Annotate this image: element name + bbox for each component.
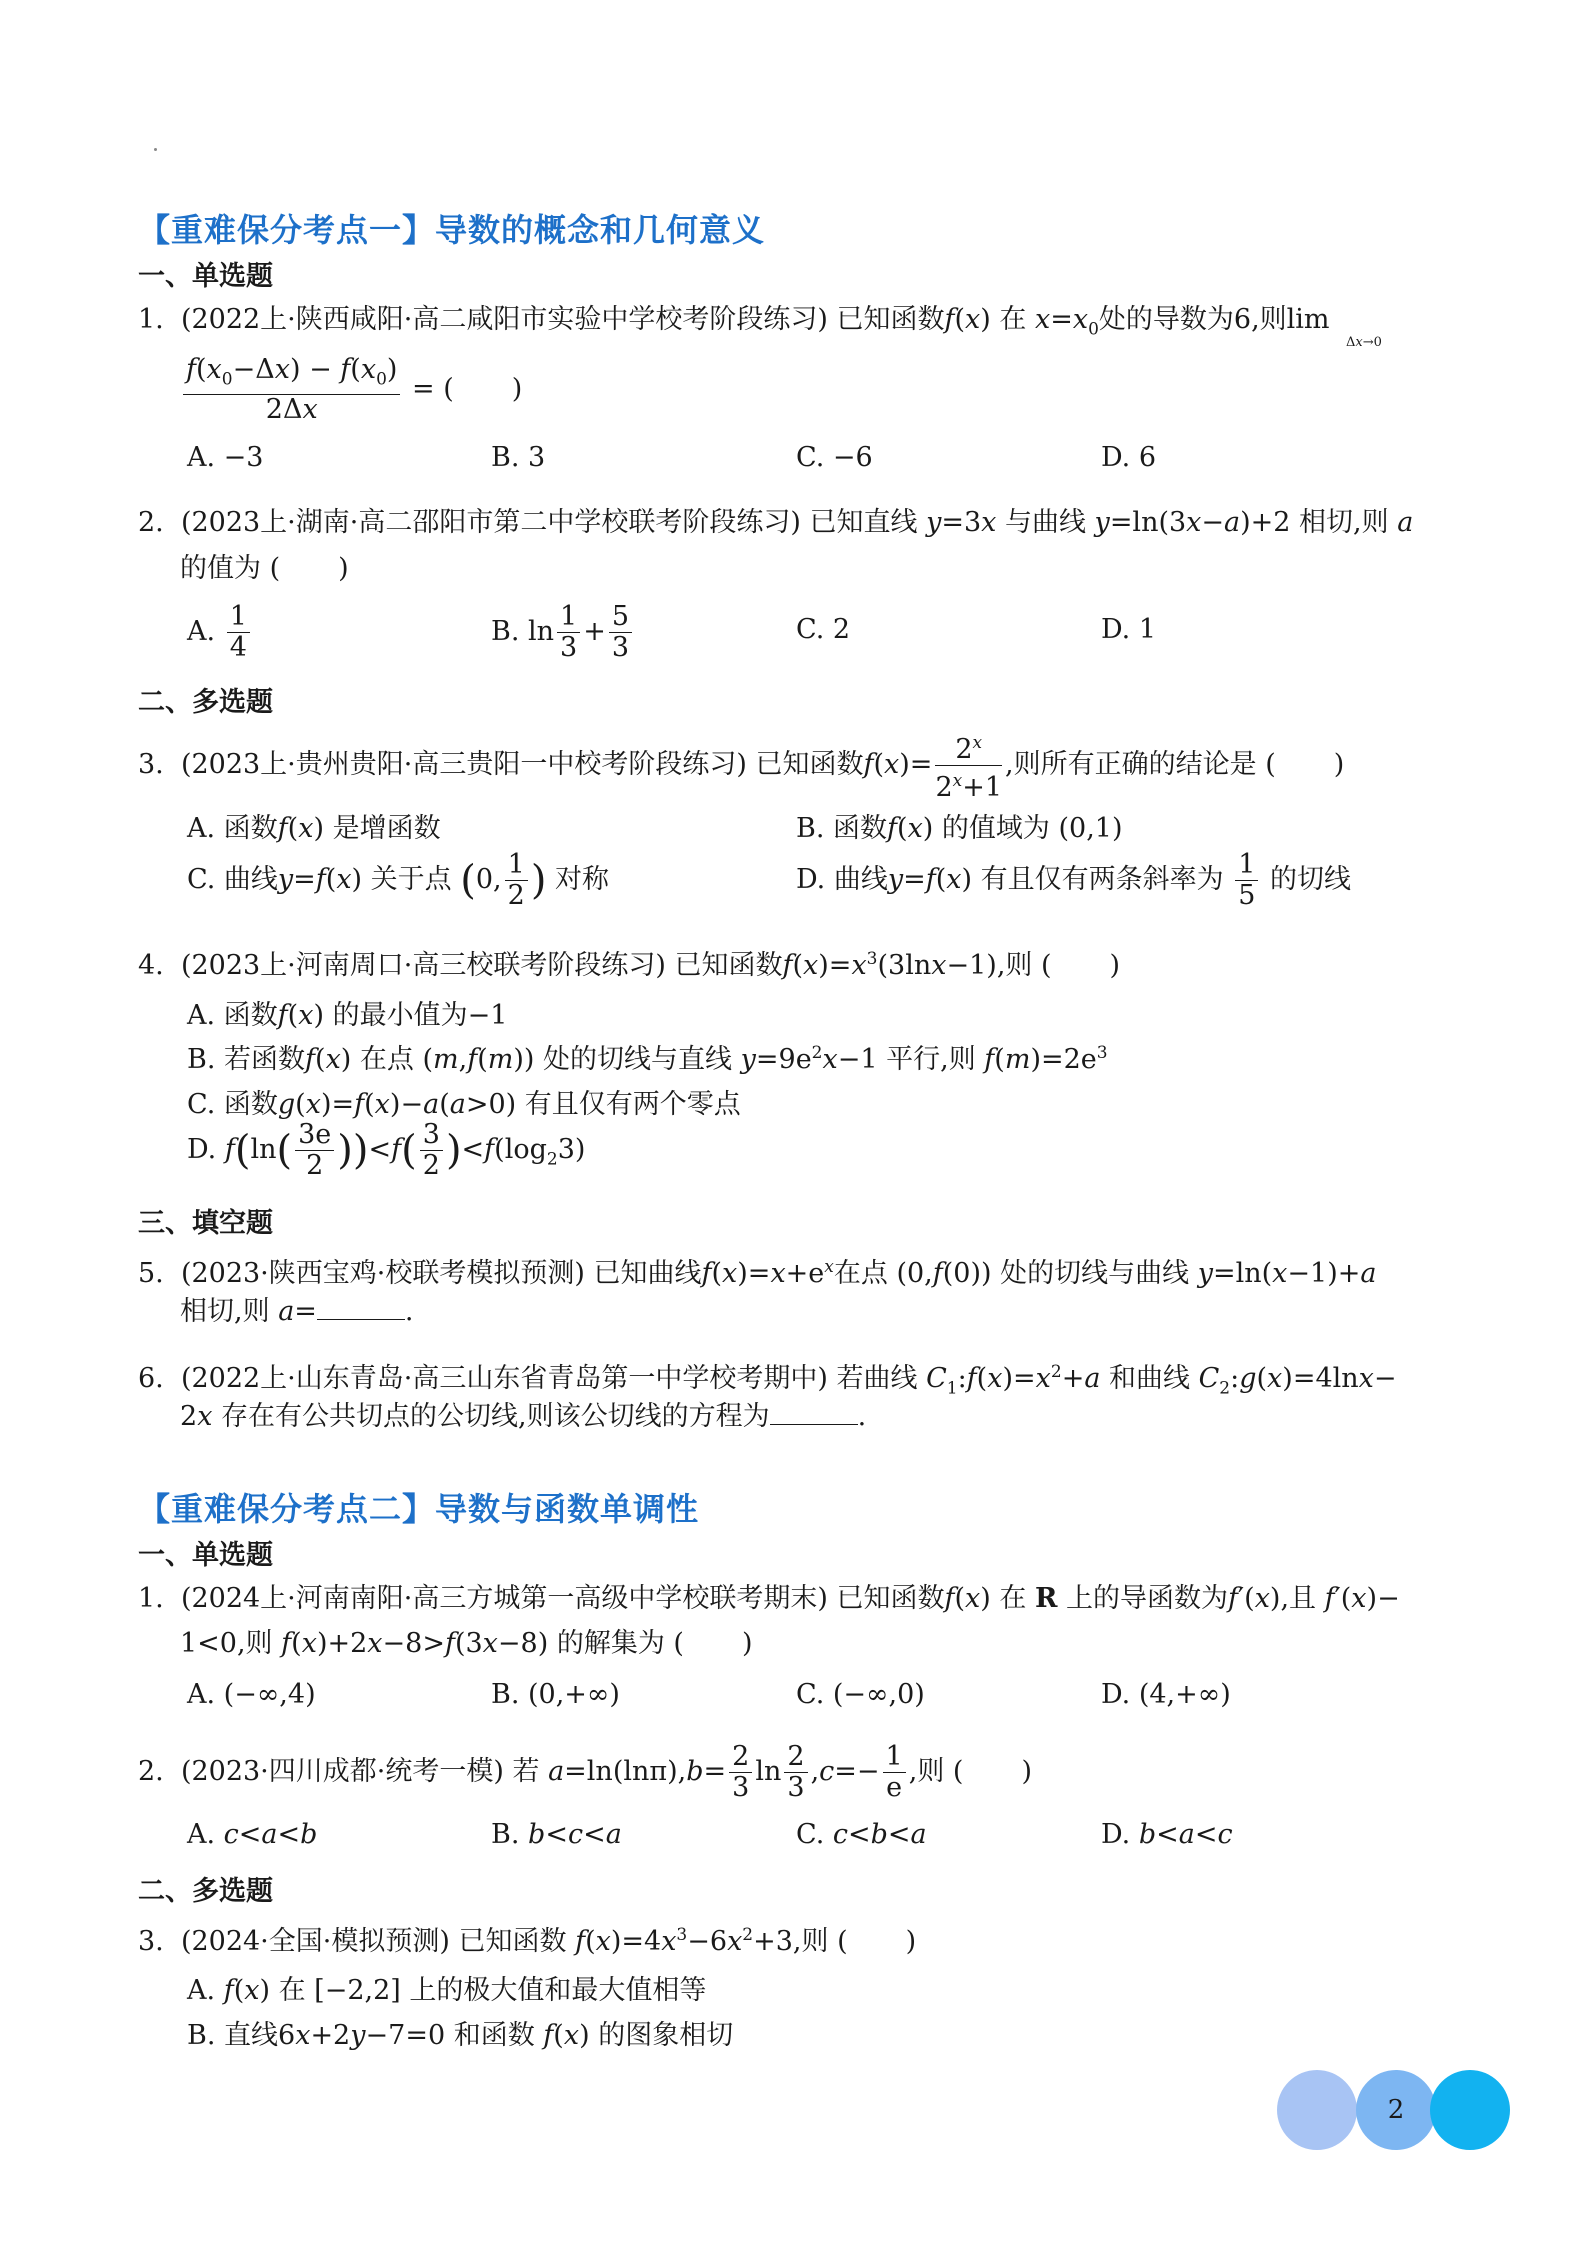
s2-q2-option-b: B. b<c<a bbox=[491, 1819, 622, 1850]
question-stem: 存在有公共切点的公切线,则该公切线的方程为 bbox=[221, 1401, 770, 1432]
option-label: B. bbox=[491, 616, 520, 647]
s2-q1-option-d: D. (4,+∞) bbox=[1101, 1679, 1231, 1710]
bracket-close: 】 bbox=[402, 1490, 436, 1528]
question-source: (2023上·贵州贵阳·高三贵阳一中校考阶段练习) bbox=[180, 749, 747, 780]
question-number: 3. bbox=[138, 1926, 164, 1957]
s2-question-2: 2. (2023·四川成都·统考一模) 若 a=ln(lnπ),b= $\frac{2}{3}$ ln $\frac{2}{3}$ ,c=− $\frac{1}{e}$ ,则 ( ) bbox=[138, 1741, 1032, 1803]
badge-circle-right bbox=[1430, 2070, 1510, 2150]
section-title-text: 导数与函数单调性 bbox=[435, 1490, 700, 1528]
q3-option-c: C. 曲线y=f(x) 关于点 (0, $\frac{1}{2}$ ) 对称 bbox=[187, 849, 610, 911]
q1-option-c: C. −6 bbox=[796, 442, 873, 473]
option-label: B. 函数 bbox=[796, 813, 888, 844]
q4-option-a: A. 函数f(x) 的最小值为−1 bbox=[187, 1000, 508, 1031]
question-6: 6. (2022上·山东青岛·高三山东省青岛第一中学校考期中) 若曲线 $C_1:f(x)=x^2+a$ 和曲线 $C_2:g(x)=4\ln x-$ bbox=[138, 1362, 1397, 1399]
question-6-line2: 2x 存在有公共切点的公切线,则该公切线的方程为 . bbox=[180, 1401, 867, 1432]
option-text: 的最小值为 bbox=[332, 1000, 468, 1031]
question-number: 2. bbox=[138, 1756, 164, 1787]
question-1-fraction: $\frac{f(x_0-\Delta x) - f(x_0)}{2\Delta x}$ = ( ) bbox=[180, 355, 522, 425]
section-tag: 重难保分考点二 bbox=[171, 1490, 403, 1528]
question-number: 5. bbox=[138, 1258, 164, 1289]
limit-subscript: Δx→0 bbox=[1346, 335, 1382, 350]
question-source: (2023·四川成都·统考一模) bbox=[180, 1756, 504, 1787]
option-label: B. 直线 bbox=[187, 2020, 279, 2051]
q4-option-c: C. 函数g(x)=f(x)−a(a>0) 有且仅有两个零点 bbox=[187, 1089, 741, 1120]
option-label: B. 若函数 bbox=[187, 1044, 306, 1075]
option-text: 的切线 bbox=[1270, 864, 1352, 895]
option-text: 对称 bbox=[555, 864, 610, 895]
q4-option-d: D. f(ln( $\frac{3e}{2}$ ))<f( $\frac{3}{2}$ )$<f(\log_23)$ bbox=[187, 1119, 586, 1181]
question-4: 4. (2023上·河南周口·高三校联考阶段练习) 已知函数$f(x)=x^3(3\ln x-1)$,则 ( ) bbox=[138, 949, 1121, 981]
s2-q1-option-c: C. (−∞,0) bbox=[796, 1679, 925, 1710]
s2-q2-option-a: A. c<a<b bbox=[187, 1819, 318, 1850]
q2-option-b: B. ln $\frac{1}{3}$ + $\frac{5}{3}$ bbox=[491, 602, 635, 663]
question-1: 1. (2022上·陕西咸阳·高二咸阳市实验中学校考阶段练习) 已知函数f(x) 在 $x=x_0$处的导数为6,则lim bbox=[138, 304, 1330, 340]
question-2-line2: 的值为 ( ) bbox=[180, 553, 349, 584]
question-5-line2: 相切,则 a= . bbox=[180, 1296, 414, 1327]
s2-q1-option-b: B. (0,+∞) bbox=[491, 1679, 620, 1710]
q4-option-b: B. 若函数f(x) 在点 (m,f(m)) 处的切线与直线 $y=9e^2x-1$ 平行,则 $f(m)=2e^3$ bbox=[187, 1043, 1108, 1075]
s2-question-1-line2: 1<0,则 f(x)+2x−8>f(3x−8) 的解集为 ( ) bbox=[180, 1628, 753, 1659]
answer-blank[interactable] bbox=[770, 1402, 858, 1425]
question-source: (2022上·陕西咸阳·高二咸阳市实验中学校考阶段练习) bbox=[180, 304, 828, 335]
q1-option-b: B. 3 bbox=[491, 442, 546, 473]
question-source: (2023·陕西宝鸡·校联考模拟预测) bbox=[180, 1258, 585, 1289]
category-fill-blank: 三、填空题 bbox=[138, 1208, 273, 1239]
question-3: 3. (2023上·贵州贵阳·高三贵阳一中校考阶段练习) 已知函数f(x)= $\frac{2^x}{2^x+1}$ ,则所有正确的结论是 ( ) bbox=[138, 728, 1344, 803]
bracket-open: 【 bbox=[138, 1490, 172, 1528]
question-source: (2024·全国·模拟预测) bbox=[180, 1926, 450, 1957]
option-label: A. 函数 bbox=[187, 813, 278, 844]
page-number: 2 bbox=[1387, 2095, 1405, 2125]
section-2-heading bbox=[138, 1484, 699, 1530]
bracket-close: 】 bbox=[402, 211, 436, 249]
bracket-open: 【 bbox=[138, 211, 172, 249]
question-number: 6. bbox=[138, 1363, 164, 1394]
question-number: 1. bbox=[138, 304, 164, 335]
stray-dot bbox=[154, 148, 157, 151]
q1-option-a: A. −3 bbox=[187, 442, 264, 473]
q2-option-a: A. $\frac{1}{4}$ bbox=[187, 602, 253, 663]
question-source: (2023上·湖南·高二邵阳市第二中学校联考阶段练习) bbox=[180, 507, 801, 538]
q2-option-c: C. 2 bbox=[796, 614, 851, 645]
question-stem: ,则所有正确的结论是 bbox=[1005, 749, 1257, 780]
option-label: D. 曲线 bbox=[796, 864, 888, 895]
option-label: D. bbox=[187, 1134, 217, 1165]
section-title-text: 导数的概念和几何意义 bbox=[435, 211, 766, 249]
question-number: 1. bbox=[138, 1583, 164, 1614]
option-label: C. 函数 bbox=[187, 1089, 278, 1120]
question-number: 2. bbox=[138, 507, 164, 538]
option-text: 的值域为 bbox=[941, 813, 1050, 844]
option-text: 有且仅有两个零点 bbox=[524, 1089, 741, 1120]
question-stem: 的值为 bbox=[180, 553, 261, 584]
q1-option-d: D. 6 bbox=[1101, 442, 1157, 473]
option-text: 上的极大值和最大值相等 bbox=[409, 1975, 707, 2006]
option-label: A. bbox=[187, 616, 216, 647]
q3-option-b: B. 函数f(x) 的值域为 (0,1) bbox=[796, 813, 1123, 844]
s2-question-3: 3. (2024·全国·模拟预测) 已知函数 $f(x)=4x^3-6x^2+3$,则 ( ) bbox=[138, 1925, 917, 1957]
option-label: A. 函数 bbox=[187, 1000, 278, 1031]
question-source: (2024上·河南南阳·高三方城第一高级中学校联考期末) bbox=[180, 1583, 828, 1614]
s2-question-1: 1. (2024上·河南南阳·高三方城第一高级中学校联考期末) 已知函数f(x) 在 R 上的导函数为f′(x),且 f′(x)− bbox=[138, 1583, 1400, 1614]
question-2: 2. (2023上·湖南·高二邵阳市第二中学校联考阶段练习) 已知直线 y=3x 与曲线 y=ln(3x−a)+2 相切,则 a bbox=[138, 507, 1414, 538]
section-tag: 重难保分考点一 bbox=[171, 211, 403, 249]
question-number: 3. bbox=[138, 749, 164, 780]
category-multi-choice: 二、多选题 bbox=[138, 687, 273, 718]
category-multi-choice: 二、多选题 bbox=[138, 1876, 273, 1907]
q3-option-a: A. 函数f(x) 是增函数 bbox=[187, 813, 441, 844]
question-number: 4. bbox=[138, 950, 164, 981]
s2-q2-option-d: D. b<a<c bbox=[1101, 1819, 1233, 1850]
question-5: 5. (2023·陕西宝鸡·校联考模拟预测) 已知曲线$f(x)=x+e^x$在点 (0,f(0)) 处的切线与曲线 y=ln(x−1)+a bbox=[138, 1257, 1377, 1289]
s2-q3-option-b: B. 直线6x+2y−7=0 和函数 f(x) 的图象相切 bbox=[187, 2020, 734, 2051]
option-text: 的图象相切 bbox=[598, 2020, 734, 2051]
option-label: C. 曲线 bbox=[187, 864, 278, 895]
s2-q3-option-a: A. f(x) 在 [−2,2] 上的极大值和最大值相等 bbox=[187, 1975, 707, 2006]
s2-q2-option-c: C. c<b<a bbox=[796, 1819, 927, 1850]
q3-option-d: D. 曲线y=f(x) 有且仅有两条斜率为 $\frac{1}{5}$ 的切线 bbox=[796, 849, 1352, 911]
question-source: (2022上·山东青岛·高三山东省青岛第一中学校考期中) bbox=[180, 1363, 828, 1394]
answer-blank[interactable] bbox=[317, 1297, 405, 1320]
s2-q1-option-a: A. (−∞,4) bbox=[187, 1679, 316, 1710]
category-single-choice: 一、单选题 bbox=[138, 261, 273, 292]
category-single-choice: 一、单选题 bbox=[138, 1540, 273, 1571]
option-label: A. bbox=[187, 1975, 216, 2006]
question-stem: 已知函数 bbox=[836, 304, 945, 335]
section-1-heading bbox=[138, 205, 765, 251]
q2-option-d: D. 1 bbox=[1101, 614, 1157, 645]
question-stem: 相切,则 bbox=[180, 1296, 270, 1327]
badge-circle-left bbox=[1277, 2070, 1357, 2150]
option-text: 是增函数 bbox=[332, 813, 441, 844]
question-source: (2023上·河南周口·高三校联考阶段练习) bbox=[180, 950, 666, 981]
